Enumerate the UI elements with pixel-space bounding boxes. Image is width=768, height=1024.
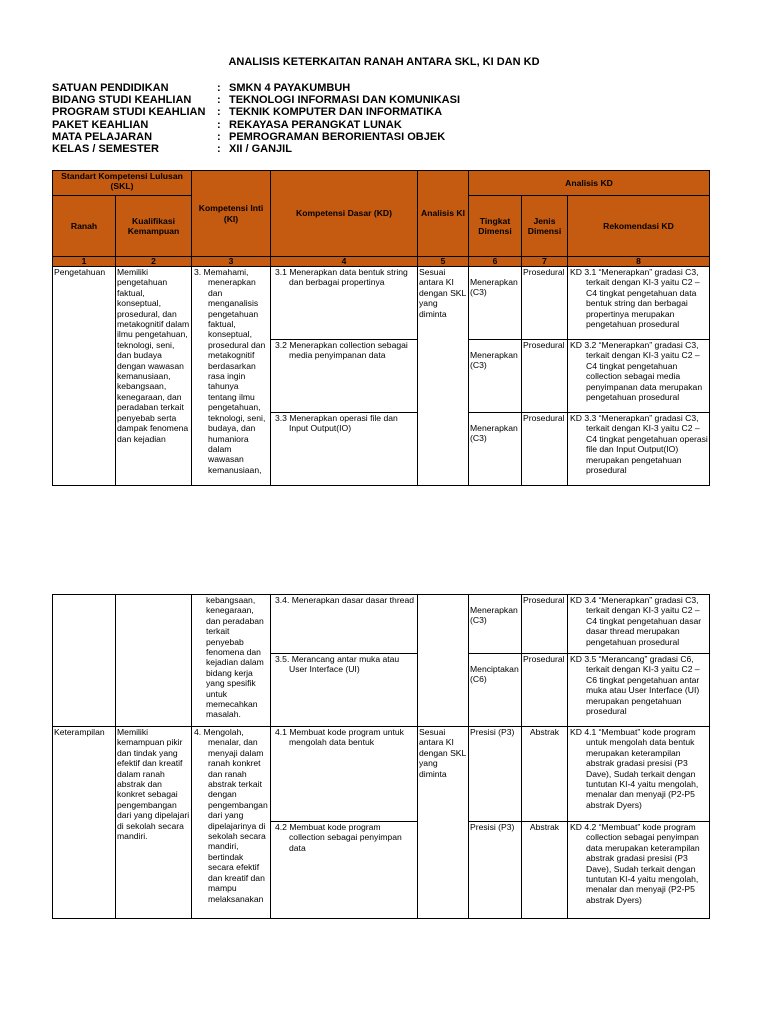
tingkat-cell: Presisi (P3) — [469, 822, 522, 919]
header-analisis-ki: Analisis KI — [418, 171, 469, 257]
document-info — [52, 82, 460, 155]
tingkat-cell: Presisi (P3) — [469, 727, 522, 822]
info-value: SMKN 4 PAYAKUMBUH — [229, 82, 351, 94]
tingkat-cell: Menerapkan (C3) — [469, 413, 522, 486]
header-row-1 — [53, 171, 710, 196]
info-value: XII / GANJIL — [229, 143, 292, 156]
ranah-cell — [53, 595, 116, 727]
table-row — [53, 727, 710, 822]
tingkat-cell: Menciptakan (C6) — [469, 654, 522, 727]
tingkat-cell: Menerapkan (C3) — [469, 595, 522, 654]
info-value: TEKNOLOGI INFORMASI DAN KOMUNIKASI — [229, 94, 460, 107]
info-row-program: PROGRAM STUDI KEAHLIAN : TEKNIK KOMPUTER DAN INFORMATIKA — [52, 106, 443, 119]
info-label: KELAS / SEMESTER — [52, 143, 159, 156]
info-row-satuan: SATUAN PENDIDIKAN : SMKN 4 PAYAKUMBUH — [52, 82, 351, 94]
info-row-bidang: BIDANG STUDI KEAHLIAN : TEKNOLOGI INFORMASI DAN KOMUNIKASI — [52, 94, 460, 107]
kualifikasi-cell: Memiliki kemampuan pikir dan tindak yang efektif dan kreatif dalam ranah abstrak dan konkret sebagai pengembangan dari yang dipelajari di sekolah secara mandiri. — [116, 727, 192, 919]
kd-cell: 3.2 Menerapkan collection sebagai media penyimpanan data — [271, 340, 418, 413]
analysis-table-continued — [52, 594, 710, 919]
header-kualifikasi: Kualifikasi Kemampuan — [116, 196, 192, 257]
kd-cell: 4.2 Membuat kode program collection sebagai penyimpan data — [271, 822, 418, 919]
ki-cell: 4. Mengolah, menalar, dan menyaji dalam ranah konkret dan ranah abstrak terkait dengan pengembangan dari yang dipelajarinya di sekolah secara mandiri, bertindak secara efektif dan kreatif dan mampu melaksanakan — [192, 727, 271, 919]
info-value: TEKNIK KOMPUTER DAN INFORMATIKA — [229, 106, 443, 119]
kualifikasi-cell — [116, 595, 192, 727]
header-kd: Kompetensi Dasar (KD) — [271, 171, 418, 257]
info-row-mapel: MATA PELAJARAN : PEMROGRAMAN BERORIENTASI OBJEK — [52, 130, 446, 143]
ki-cell: kebangsaan, kenegaraan, dan peradaban terkait penyebab fenomena dan kejadian dalam bidang kerja yang spesifik untuk memecahkan masalah. — [192, 595, 271, 727]
info-value: REKAYASA PERANGKAT LUNAK — [229, 118, 402, 131]
kd-cell: 3.1 Menerapkan data bentuk string dan berbagai propertinya — [271, 267, 418, 340]
kd-cell: 3.5. Merancang antar muka atau User Interface (UI) — [271, 654, 418, 727]
info-value: PEMROGRAMAN BERORIENTASI OBJEK — [229, 130, 446, 143]
jenis-cell: Abstrak — [522, 822, 568, 919]
tingkat-cell: Menerapkan (C3) — [469, 267, 522, 340]
header-analisis-kd: Analisis KD — [469, 171, 710, 196]
jenis-cell: Prosedural — [522, 654, 568, 727]
tingkat-cell: Menerapkan (C3) — [469, 340, 522, 413]
rekomendasi-cell: KD 3.3 “Menerapkan” gradasi C3, terkait dengan KI-3 yaitu C2 – C4 tingkat pengetahuan operasi file dan Input Output(IO) merupakan pengetahuan prosedural — [568, 413, 710, 486]
rekomendasi-cell: KD 3.2 “Menerapkan” gradasi C3, terkait dengan KI-3 yaitu C2 – C4 tingkat pengetahuan collection sebagai media penyimpanan data merupakan pengetahuan prosedural — [568, 340, 710, 413]
header-skl: Standart Kompetensi Lulusan (SKL) — [53, 171, 192, 196]
ranah-cell: Pengetahuan — [53, 267, 116, 486]
jenis-cell: Prosedural — [522, 267, 568, 340]
rekomendasi-cell: KD 4.2 “Membuat” kode program collection sebagai penyimpan data merupakan keterampilan abstrak gradasi presisi (P3 Dave), Sudah terkait dengan tuntutan KI-4 yaitu mengolah, menalar dan menyaji (P2-P5 abstrak Dyers) — [568, 822, 710, 919]
rekomendasi-cell: KD 3.4 “Menerapkan” gradasi C3, terkait dengan KI-3 yaitu C2 – C4 tingkat pengetahuan dasar dasar thread merupakan pengetahuan prosedural — [568, 595, 710, 654]
ranah-cell: Keterampilan — [53, 727, 116, 919]
header-tingkat: Tingkat Dimensi — [469, 196, 522, 257]
rekomendasi-cell: KD 3.1 “Menerapkan” gradasi C3, terkait dengan KI-3 yaitu C2 – C4 tingkat pengetahuan data bentuk string dan berbagai propertinya merupakan pengetahuan prosedural — [568, 267, 710, 340]
kd-cell: 3.4. Menerapkan dasar dasar thread — [271, 595, 418, 654]
jenis-cell: Abstrak — [522, 727, 568, 822]
header-jenis: Jenis Dimensi — [522, 196, 568, 257]
analisis-ki-cell — [418, 595, 469, 727]
analisis-ki-cell: Sesuai antara KI dengan SKL yang diminta — [418, 267, 469, 486]
info-label: SATUAN PENDIDIKAN — [52, 82, 169, 94]
analysis-table — [52, 170, 710, 486]
rekomendasi-cell: KD 3.5 “Merancang” gradasi C6, terkait dengan KI-3 yaitu C2 – C6 tingkat pengetahuan antar muka atau User Interface (UI) merupakan pengetahuan prosedural — [568, 654, 710, 727]
kd-cell: 3.3 Menerapkan operasi file dan Input Output(IO) — [271, 413, 418, 486]
table-row — [53, 595, 710, 654]
table-row — [53, 267, 710, 340]
header-rekomendasi: Rekomendasi KD — [568, 196, 710, 257]
info-label: MATA PELAJARAN — [52, 130, 153, 143]
jenis-cell: Prosedural — [522, 595, 568, 654]
page-title: ANALISIS KETERKAITAN RANAH ANTARA SKL, KI DAN KD — [228, 56, 540, 68]
column-number-row: 1 2 3 4 5 6 7 8 — [53, 257, 710, 267]
analisis-ki-cell: Sesuai antara KI dengan SKL yang diminta — [418, 727, 469, 919]
header-ki: Kompetensi Inti (KI) — [192, 171, 271, 257]
kualifikasi-cell: Memiliki pengetahuan faktual, konseptual, prosedural, dan metakognitif dalam ilmu pengetahuan, teknologi, seni, dan budaya dengan wawasan kemanusiaan, kebangsaan, kenegaraan, dan peradaban terkait penyebab serta dampak fenomena dan kejadian — [116, 267, 192, 486]
kd-cell: 4.1 Membuat kode program untuk mengolah data bentuk — [271, 727, 418, 822]
rekomendasi-cell: KD 4.1 “Membuat” kode program untuk mengolah data bentuk merupakan keterampilan abstrak gradasi presisi (P3 Dave), Sudah terkait dengan tuntutan KI-4 yaitu mengolah, menalar dan menyaji (P2-P5 abstrak Dyers) — [568, 727, 710, 822]
jenis-cell: Prosedural — [522, 340, 568, 413]
info-label: PAKET KEAHLIAN — [52, 118, 149, 131]
info-label: PROGRAM STUDI KEAHLIAN — [52, 106, 206, 119]
info-row-kelas: KELAS / SEMESTER : XII / GANJIL — [52, 143, 292, 156]
ki-cell: 3. Memahami, menerapkan dan menganalisis pengetahuan faktual, konseptual, prosedural dan metakognitif berdasarkan rasa ingin tahunya tentang ilmu pengetahuan, teknologi, seni, budaya, dan humaniora dalam wawasan kemanusiaan, — [192, 267, 271, 486]
jenis-cell: Prosedural — [522, 413, 568, 486]
header-ranah: Ranah — [53, 196, 116, 257]
info-row-paket: PAKET KEAHLIAN : REKAYASA PERANGKAT LUNAK — [52, 118, 402, 131]
info-label: BIDANG STUDI KEAHLIAN — [52, 94, 192, 107]
